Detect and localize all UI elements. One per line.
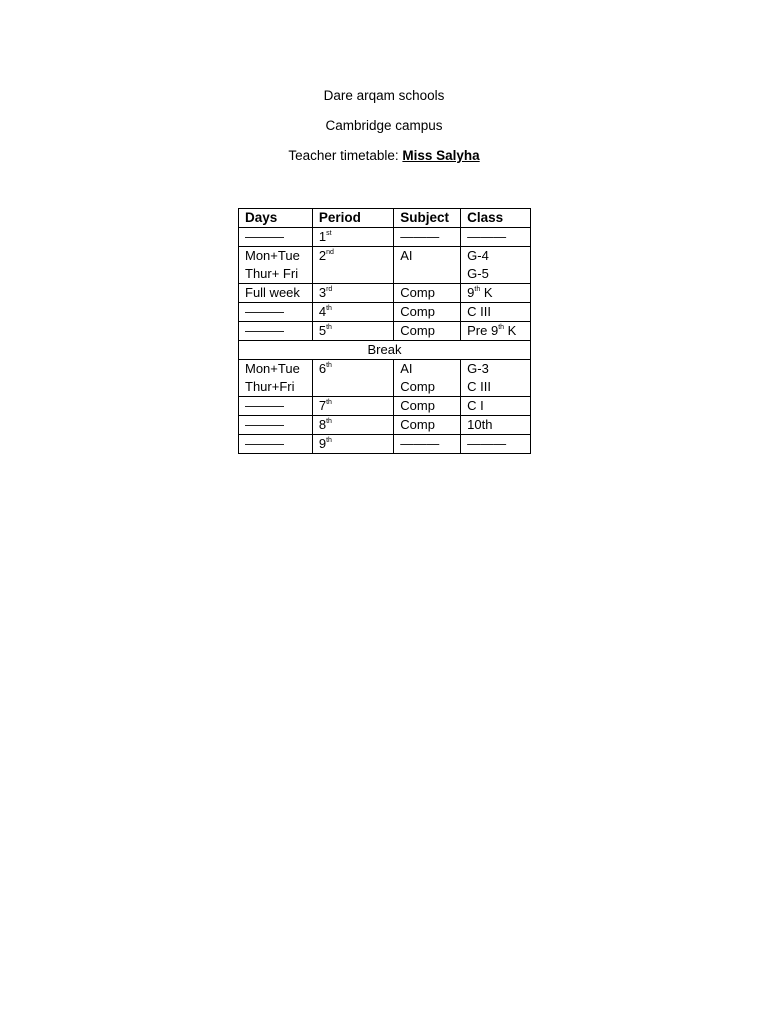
class-cell: C I — [461, 397, 531, 416]
table-row — [239, 397, 531, 416]
period-cell: 7th — [312, 397, 393, 416]
period-cell: 5th — [312, 322, 393, 341]
class-cell: ——— — [461, 435, 531, 454]
days-cell: Mon+Tue Thur+ Fri — [239, 247, 313, 284]
school-name: Dare arqam schools — [323, 88, 445, 103]
subject-cell: ——— — [394, 435, 461, 454]
days-cell: ——— — [239, 435, 313, 454]
table-header-row — [239, 209, 531, 228]
teacher-name: Miss Salyha — [402, 148, 480, 163]
class-cell: 10th — [461, 416, 531, 435]
period-cell: 4th — [312, 303, 393, 322]
period-cell: 8th — [312, 416, 393, 435]
class-cell: G-3 C III — [461, 360, 531, 397]
column-header-period: Period — [312, 209, 393, 228]
class-cell: ——— — [461, 228, 531, 247]
timetable-table — [238, 208, 531, 454]
subject-cell: Comp — [394, 284, 461, 303]
days-cell: Mon+Tue Thur+Fri — [239, 360, 313, 397]
table-row — [239, 284, 531, 303]
table-row — [239, 247, 531, 284]
table-row — [239, 416, 531, 435]
table-row — [239, 360, 531, 397]
subject-cell: Comp — [394, 322, 461, 341]
subject-cell: AI Comp — [394, 360, 461, 397]
days-cell: ——— — [239, 228, 313, 247]
break-label: Break — [239, 341, 531, 360]
table-row — [239, 322, 531, 341]
class-cell: Pre 9th K — [461, 322, 531, 341]
days-cell: ——— — [239, 397, 313, 416]
table-row — [239, 303, 531, 322]
subject-cell: ——— — [394, 228, 461, 247]
period-cell: 6th — [312, 360, 393, 397]
timetable-label: Teacher timetable: — [288, 148, 399, 163]
class-cell: 9th K — [461, 284, 531, 303]
subject-cell: Comp — [394, 416, 461, 435]
period-cell: 9th — [312, 435, 393, 454]
days-cell: ——— — [239, 303, 313, 322]
subject-cell: AI — [394, 247, 461, 284]
campus-name: Cambridge campus — [325, 118, 443, 133]
subject-cell: Comp — [394, 303, 461, 322]
table-row — [239, 228, 531, 247]
column-header-subject: Subject — [394, 209, 461, 228]
period-cell: 1st — [312, 228, 393, 247]
days-cell: ——— — [239, 416, 313, 435]
days-cell: ——— — [239, 322, 313, 341]
column-header-days: Days — [239, 209, 313, 228]
class-cell: C III — [461, 303, 531, 322]
period-cell: 3rd — [312, 284, 393, 303]
timetable-title — [0, 148, 768, 164]
table-row — [239, 435, 531, 454]
break-row — [239, 341, 531, 360]
column-header-class: Class — [461, 209, 531, 228]
class-cell: G-4 G-5 — [461, 247, 531, 284]
subject-cell: Comp — [394, 397, 461, 416]
period-cell: 2nd — [312, 247, 393, 284]
days-cell: Full week — [239, 284, 313, 303]
